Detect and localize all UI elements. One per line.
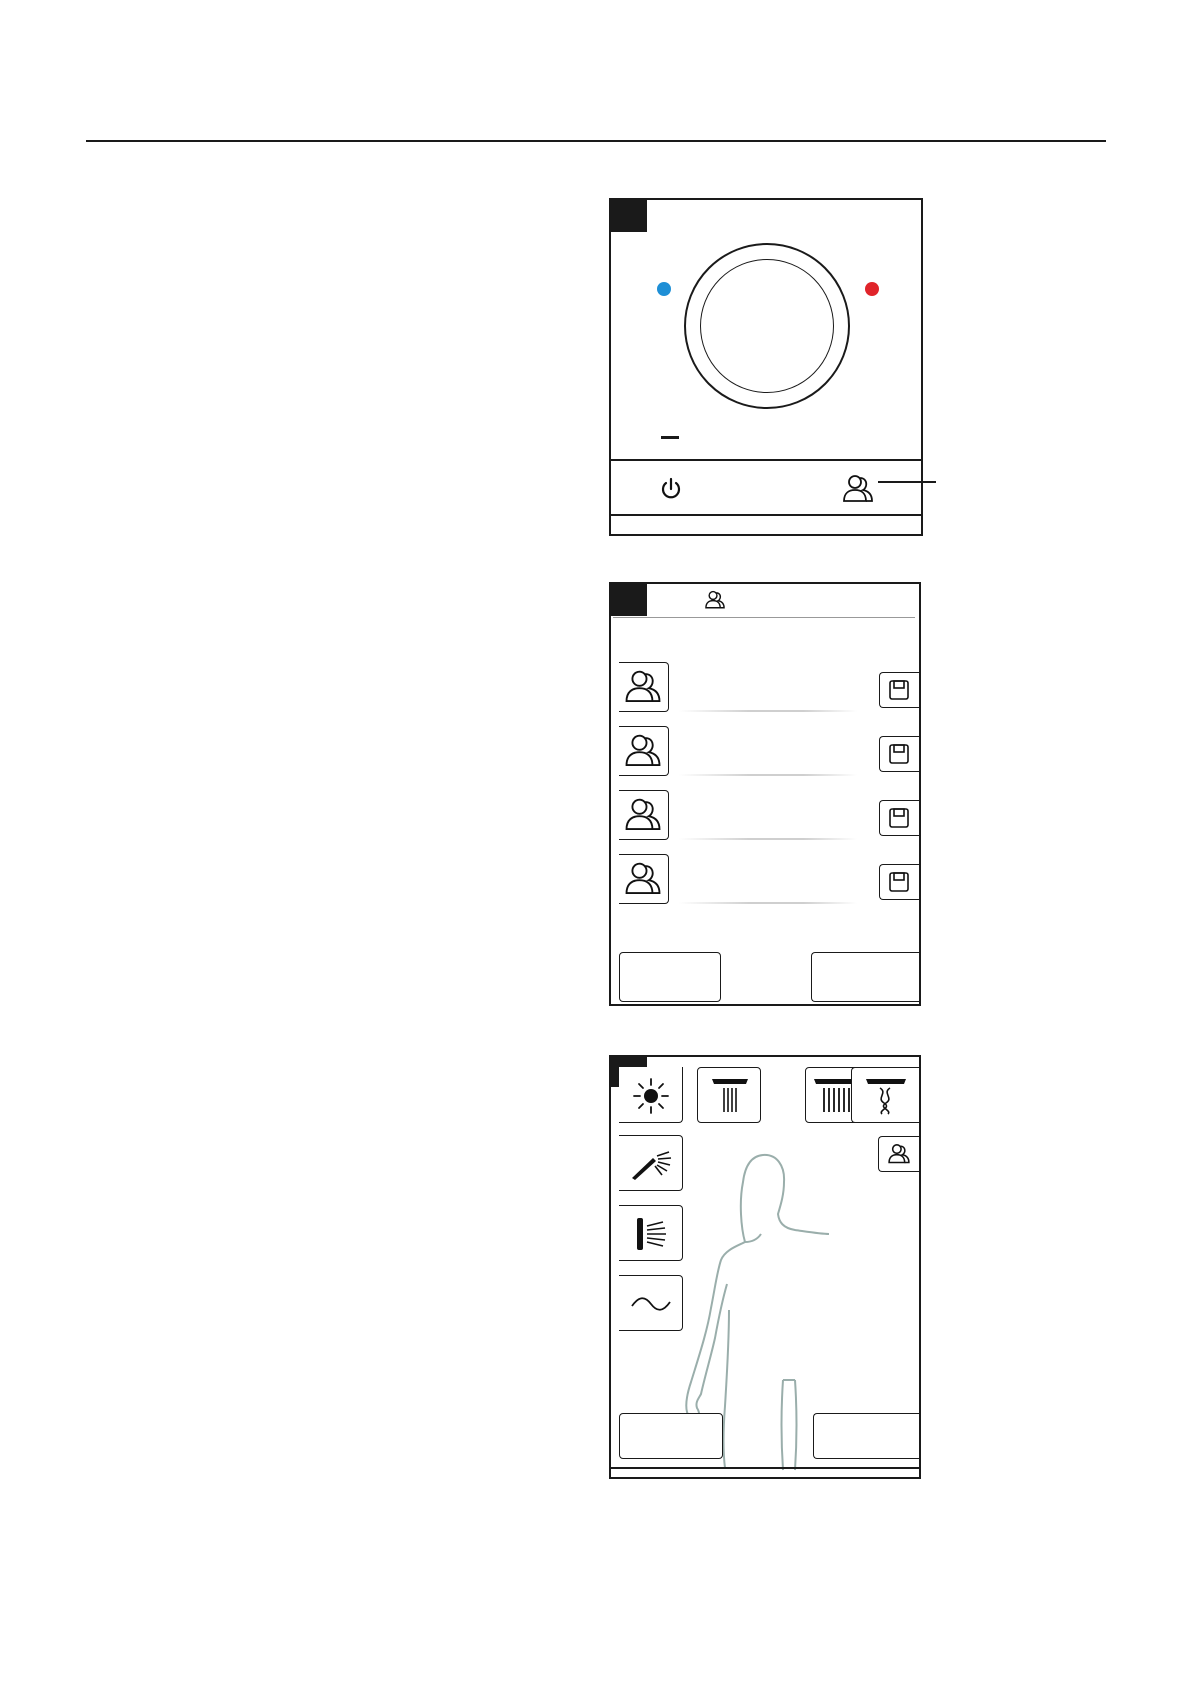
profile-save-button[interactable]: [879, 800, 919, 836]
light-icon: [632, 1077, 670, 1115]
screen-corner-marker: [611, 200, 647, 232]
rain-shower-small-button[interactable]: [697, 1067, 761, 1123]
main-screen-panel: [609, 198, 923, 536]
control-bar-divider: [611, 459, 921, 461]
light-button[interactable]: [619, 1067, 683, 1123]
header-divider: [613, 617, 915, 618]
bottom-right-button[interactable]: [811, 952, 919, 1002]
side-jets-button[interactable]: [619, 1205, 683, 1261]
save-icon: [888, 871, 910, 893]
callout-line: [878, 481, 936, 483]
profile-save-button[interactable]: [879, 736, 919, 772]
steam-wave-button[interactable]: [619, 1275, 683, 1331]
cold-indicator-dot: [657, 282, 671, 296]
user-profiles-icon[interactable]: [841, 472, 875, 506]
profile-select-button[interactable]: [619, 854, 669, 904]
top-rule: [86, 140, 1106, 142]
profile-save-button[interactable]: [879, 672, 919, 708]
shower-functions-panel: [609, 1055, 921, 1479]
side-jets-icon: [633, 1216, 669, 1252]
rain-shower-small-icon: [710, 1076, 750, 1116]
hand-shower-icon: [629, 1146, 673, 1182]
minus-indicator: [661, 436, 679, 439]
bottom-left-button[interactable]: [619, 1413, 723, 1459]
temperature-dial[interactable]: [684, 243, 850, 409]
temperature-dial-inner: [700, 259, 834, 393]
profile-select-button[interactable]: [619, 662, 669, 712]
waterfall-shower-button[interactable]: [851, 1067, 919, 1123]
bottom-bar-divider: [611, 514, 921, 516]
user-profile-icon: [623, 859, 663, 899]
profile-name-line: [679, 838, 857, 840]
user-profiles-panel: [609, 582, 921, 1006]
user-profiles-shortcut-button[interactable]: [878, 1136, 919, 1172]
profile-select-button[interactable]: [619, 790, 669, 840]
save-icon: [888, 679, 910, 701]
steam-wave-icon: [629, 1292, 673, 1316]
save-icon: [888, 807, 910, 829]
user-profile-icon: [623, 795, 663, 835]
waterfall-shower-icon: [864, 1076, 908, 1116]
screen-corner-marker: [611, 584, 647, 616]
hand-shower-button[interactable]: [619, 1135, 683, 1191]
user-profile-icon: [623, 667, 663, 707]
profile-save-button[interactable]: [879, 864, 919, 900]
profile-select-button[interactable]: [619, 726, 669, 776]
hot-indicator-dot: [865, 282, 879, 296]
profile-name-line: [679, 710, 857, 712]
profile-name-line: [679, 774, 857, 776]
save-icon: [888, 743, 910, 765]
bottom-edge-line: [611, 1467, 919, 1469]
user-profile-icon: [623, 731, 663, 771]
bottom-right-button[interactable]: [813, 1413, 919, 1459]
power-icon[interactable]: [658, 476, 684, 502]
header-user-profiles-icon: [704, 589, 726, 611]
user-profiles-icon: [887, 1142, 911, 1166]
profile-name-line: [679, 902, 857, 904]
bottom-left-button[interactable]: [619, 952, 721, 1002]
